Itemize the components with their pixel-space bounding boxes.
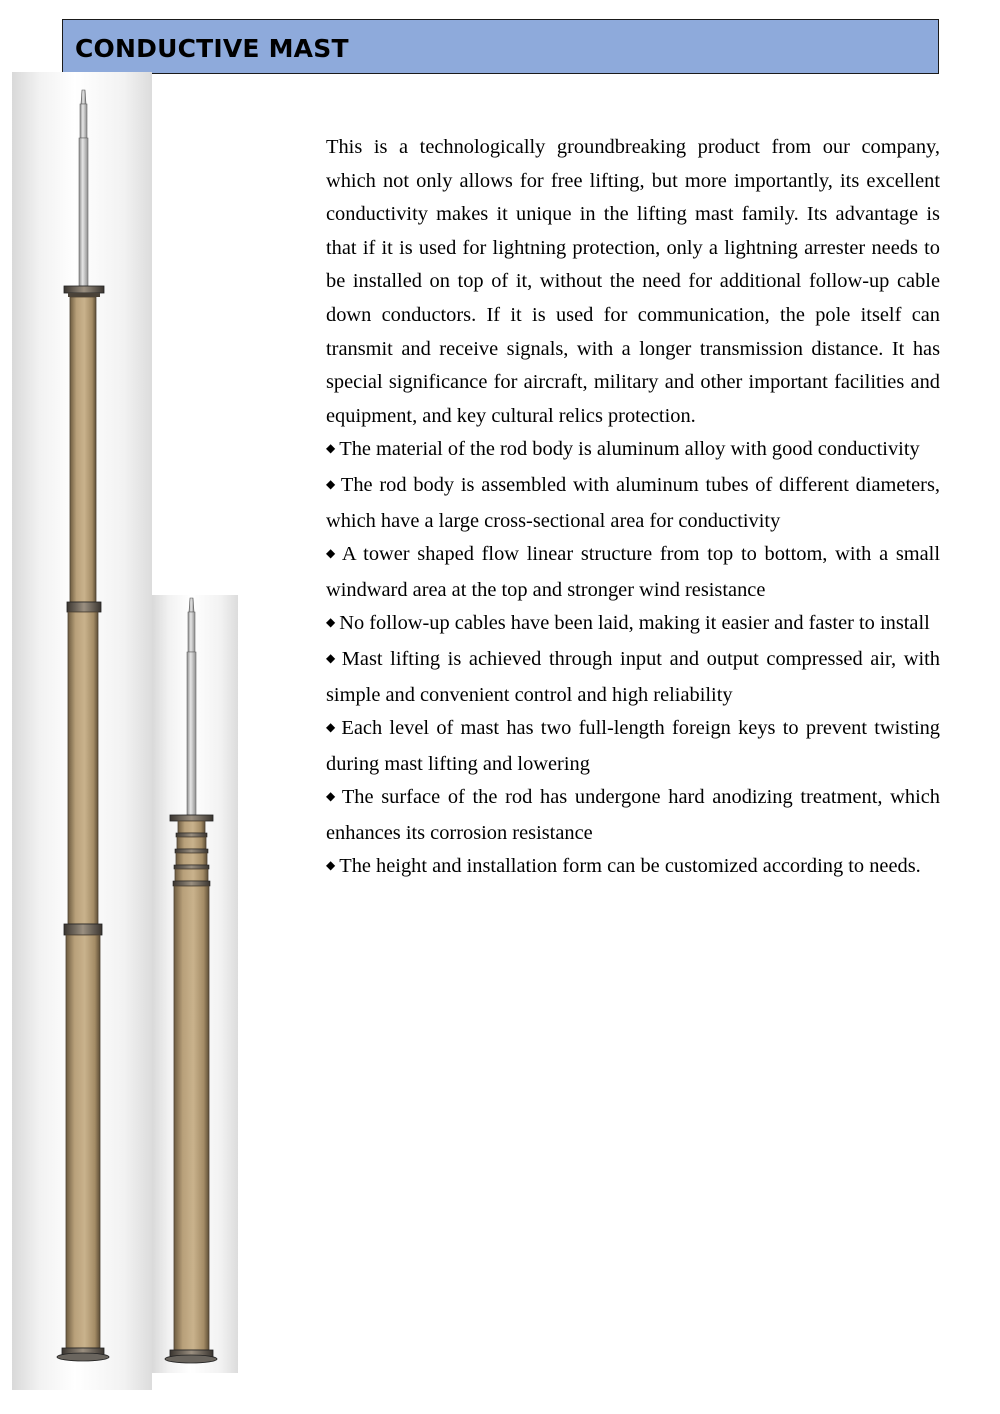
feature-item: ◆ The surface of the rod has undergone hard anodizing treatment, which enhances its corrosion resistance bbox=[326, 781, 940, 850]
feature-item: ◆ Mast lifting is achieved through input and output compressed air, with simple and convenient control and high reliability bbox=[326, 643, 940, 712]
tall-mast-image bbox=[57, 90, 109, 1361]
short-mast-image bbox=[165, 598, 217, 1363]
intro-paragraph: This is a technologically groundbreaking product from our company, which not only allows for free lifting, but more importantly, its excellent conductivity makes it unique in the lifting mast family. Its advantage is that if it is used for lightning protection, only a lightning arrester needs to be installed on top of it, without the need for additional follow-up cable down conductors. If it is used for communication, the pole itself can transmit and receive signals, with a longer transmission distance. It has special significance for aircraft, military and other important facilities and equipment, and key cultural relics protection. bbox=[326, 136, 940, 427]
description-block bbox=[326, 131, 940, 886]
feature-item: ◆ The material of the rod body is aluminum alloy with good conductivity bbox=[326, 433, 940, 469]
feature-item: ◆ The rod body is assembled with aluminum tubes of different diameters, which have a large cross-sectional area for conductivity bbox=[326, 469, 940, 538]
feature-item: ◆ Each level of mast has two full-length foreign keys to prevent twisting during mast lifting and lowering bbox=[326, 712, 940, 781]
feature-item: ◆ A tower shaped flow linear structure from top to bottom, with a small windward area at the top and stronger wind resistance bbox=[326, 538, 940, 607]
page-title: CONDUCTIVE MAST bbox=[75, 34, 349, 63]
feature-item: ◆ No follow-up cables have been laid, making it easier and faster to install bbox=[326, 607, 940, 643]
feature-item: ◆ The height and installation form can be customized according to needs. bbox=[326, 850, 940, 886]
